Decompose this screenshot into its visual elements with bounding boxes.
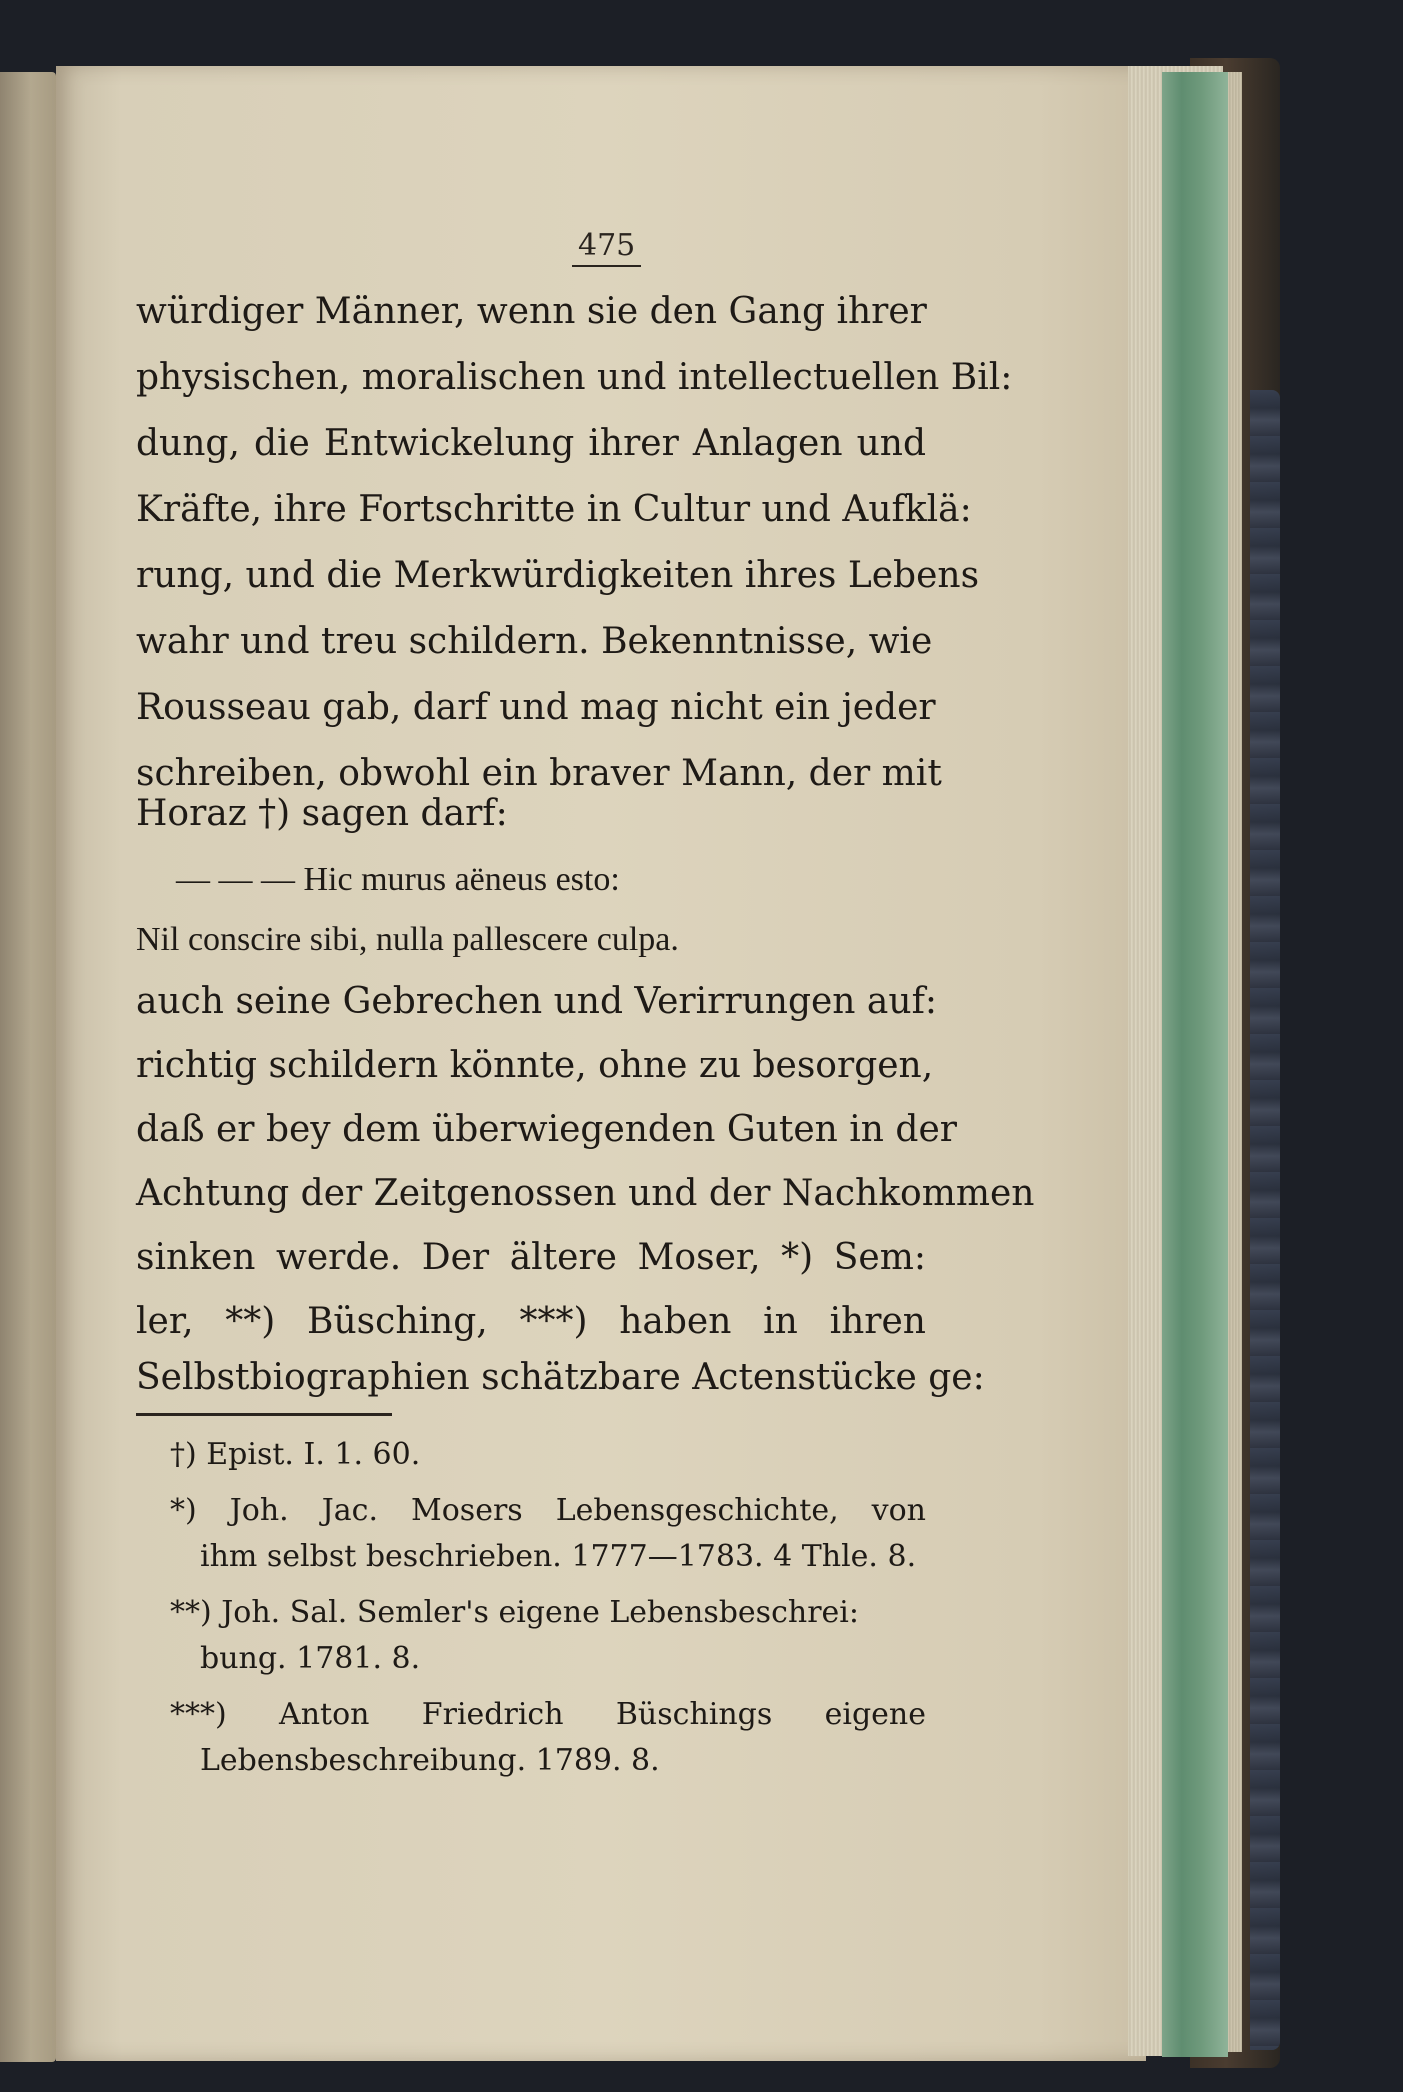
body-line: auch seine Gebrechen und Verirrungen auf: <box>136 981 938 1022</box>
footnote-line: **) Joh. Sal. Semler's eigene Lebensbeschrei: <box>170 1595 859 1630</box>
page-number: 475 <box>572 228 641 267</box>
marbled-cover <box>1250 390 1280 2050</box>
page-edges-outer <box>1228 72 1242 2052</box>
body-line: daß er bey dem überwiegenden Guten in der <box>136 1109 957 1150</box>
latin-quote-line: — — — Hic murus aëneus esto: <box>176 861 620 898</box>
body-line: richtig schildern könnte, ohne zu besorgen, <box>136 1045 934 1086</box>
green-page-edge <box>1162 72 1228 2057</box>
body-line: schreiben, obwohl ein braver Mann, der mit <box>136 753 942 794</box>
body-line: dung, die Entwickelung ihrer Anlagen und <box>136 423 926 464</box>
body-line: ler, **) Büsching, ***) haben in ihren <box>136 1301 926 1342</box>
latin-quote-line: Nil conscire sibi, nulla pallescere culpa. <box>136 921 679 958</box>
footnote-rule <box>136 1413 392 1416</box>
body-line: physischen, moralischen und intellectuellen Bil: <box>136 357 1013 398</box>
footnote-line: ***) Anton Friedrich Büschings eigene <box>170 1697 926 1732</box>
body-line: Achtung der Zeitgenossen und der Nachkommen <box>136 1173 1035 1214</box>
footnote-line: *) Joh. Jac. Mosers Lebensgeschichte, von <box>170 1493 926 1528</box>
facing-page-edge <box>0 72 56 2062</box>
body-line: Selbstbiographien schätzbare Actenstücke ge: <box>136 1357 985 1398</box>
body-line: würdiger Männer, wenn sie den Gang ihrer <box>136 291 927 332</box>
footnote-line: Lebensbeschreibung. 1789. 8. <box>200 1743 660 1778</box>
body-line: wahr und treu schildern. Bekenntnisse, wie <box>136 621 933 662</box>
footnote-line: bung. 1781. 8. <box>200 1641 421 1676</box>
footnote-line: ihm selbst beschrieben. 1777—1783. 4 Thle. 8. <box>200 1539 917 1574</box>
body-line: Horaz †) sagen darf: <box>136 793 508 834</box>
body-line: Rousseau gab, darf und mag nicht ein jeder <box>136 687 936 728</box>
body-line: Kräfte, ihre Fortschritte in Cultur und Aufklä: <box>136 489 972 530</box>
body-line: sinken werde. Der ältere Moser, *) Sem: <box>136 1237 926 1278</box>
footnote-line: †) Epist. I. 1. 60. <box>170 1437 421 1472</box>
body-line: rung, und die Merkwürdigkeiten ihres Lebens <box>136 555 980 596</box>
